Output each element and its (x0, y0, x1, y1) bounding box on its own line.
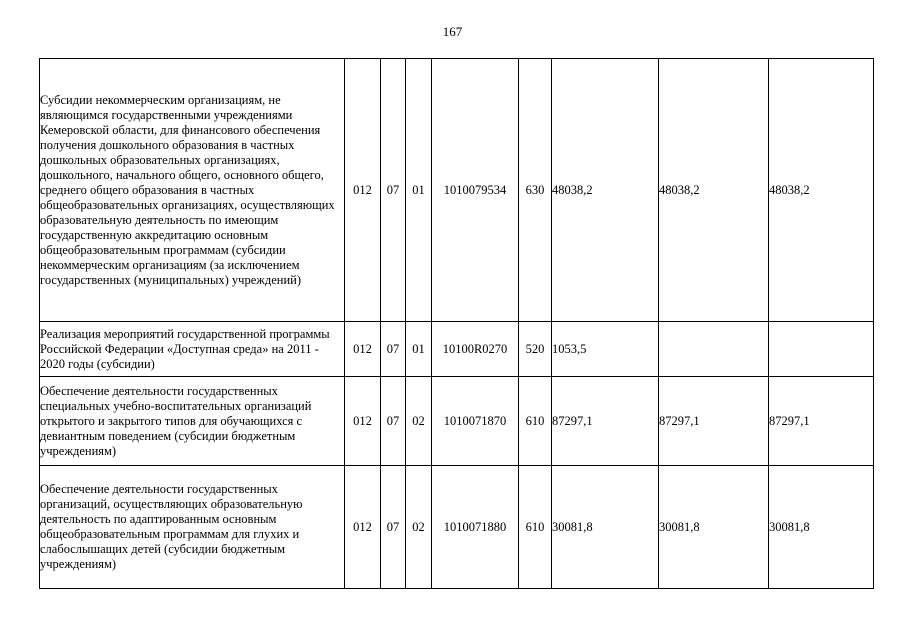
amount-year-1: 30081,8 (552, 466, 659, 589)
table-row (40, 466, 874, 589)
amount-year-3 (769, 322, 874, 377)
subsection-code: 02 (406, 466, 432, 589)
target-article-code: 1010071880 (432, 466, 519, 589)
target-article-code: 10100R0270 (432, 322, 519, 377)
expense-type-code: 520 (519, 322, 552, 377)
expense-description: Реализация мероприятий государственной программы Российской Федерации «Доступная среда» на 2011 - 2020 годы (субсидии) (40, 322, 345, 377)
amount-year-3: 48038,2 (769, 59, 874, 322)
expense-type-code: 630 (519, 59, 552, 322)
amount-year-1: 1053,5 (552, 322, 659, 377)
subsection-code: 01 (406, 59, 432, 322)
section-code: 07 (381, 59, 406, 322)
target-article-code: 1010071870 (432, 377, 519, 466)
section-code: 07 (381, 466, 406, 589)
amount-year-2 (659, 322, 769, 377)
amount-year-1: 48038,2 (552, 59, 659, 322)
amount-year-3: 30081,8 (769, 466, 874, 589)
subsection-code: 01 (406, 322, 432, 377)
amount-year-2: 30081,8 (659, 466, 769, 589)
amount-year-1: 87297,1 (552, 377, 659, 466)
subsection-code: 02 (406, 377, 432, 466)
page-number: 167 (442, 24, 463, 39)
ministry-code: 012 (345, 59, 381, 322)
table-row (40, 322, 874, 377)
table-row (40, 59, 874, 322)
ministry-code: 012 (345, 322, 381, 377)
ministry-code: 012 (345, 466, 381, 589)
amount-year-2: 87297,1 (659, 377, 769, 466)
budget-table (39, 58, 874, 589)
expense-type-code: 610 (519, 377, 552, 466)
section-code: 07 (381, 377, 406, 466)
expense-description: Обеспечение деятельности государственных организаций, осуществляющих образовательную деятельность по адаптированным основным общеобразовательным программам для глухих и слабослышащих детей (субсидии бюджетным учреждениям) (40, 466, 345, 589)
expense-description: Обеспечение деятельности государственных специальных учебно-воспитательных организаций открытого и закрытого типов для обучающихся с девиантным поведением (субсидии бюджетным учреждениям) (40, 377, 345, 466)
table-row (40, 377, 874, 466)
amount-year-3: 87297,1 (769, 377, 874, 466)
target-article-code: 1010079534 (432, 59, 519, 322)
expense-type-code: 610 (519, 466, 552, 589)
ministry-code: 012 (345, 377, 381, 466)
section-code: 07 (381, 322, 406, 377)
expense-description: Субсидии некоммерческим организациям, не являющимся государственными учреждениями Кемеровской области, для финансового обеспечения получения дошкольного образования в частных дошкольных образовательных организациях, дошкольного, начального общего, основного общего, среднего общего образования в частных общеобразовательных организациях, осуществляющих образовательную деятельность по имеющим государственную аккредитацию основным общеобразовательным программам (субсидии некоммерческим организациям (за исключением государственных (муниципальных) учреждений) (40, 59, 345, 322)
amount-year-2: 48038,2 (659, 59, 769, 322)
